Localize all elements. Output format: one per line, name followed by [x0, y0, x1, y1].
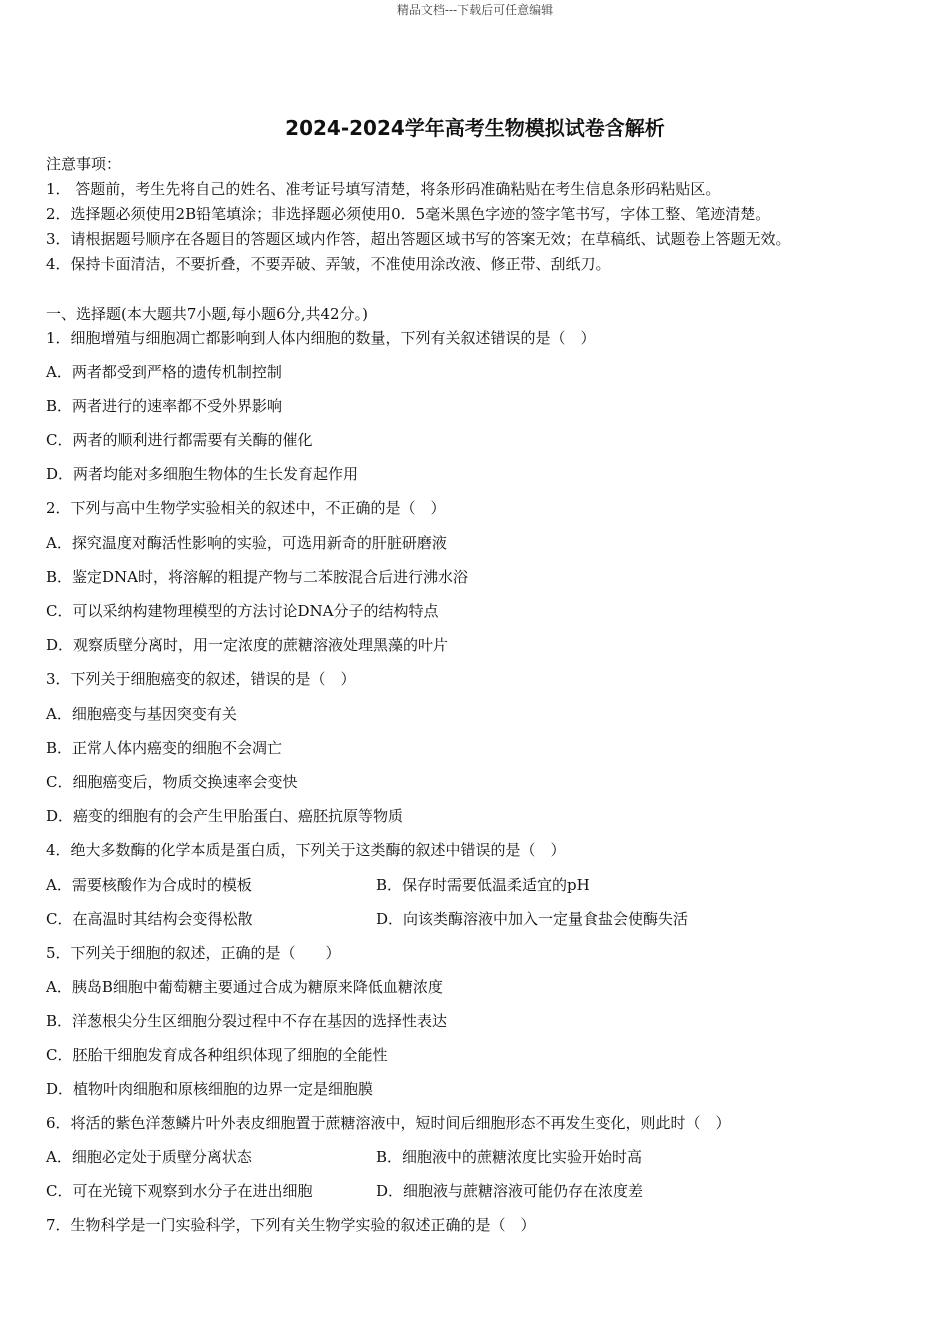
question-3-option-d: D．癌变的细胞有的会产生甲胎蛋白、癌胚抗原等物质	[46, 807, 404, 825]
question-4-stem: 4．绝大多数酶的化学本质是蛋白质，下列关于这类酶的叙述中错误的是（ ）	[46, 841, 566, 859]
question-2-option-c: C．可以采纳构建物理模型的方法讨论DNA分子的结构特点	[46, 602, 439, 620]
page-title: 2024-2024学年高考生物模拟试卷含解析	[285, 116, 665, 140]
question-1-stem: 1．细胞增殖与细胞凋亡都影响到人体内细胞的数量，下列有关叙述错误的是（ ）	[46, 329, 596, 347]
question-4-option-b: B．保存时需要低温柔适宜的pH	[376, 876, 590, 894]
question-5-option-c: C．胚胎干细胞发育成各种组织体现了细胞的全能性	[46, 1046, 388, 1064]
notice-item-4: 4．保持卡面清洁，不要折叠，不要弄破、弄皱，不准使用涂改液、修正带、刮纸刀。	[46, 255, 611, 273]
notice-heading: 注意事项：	[46, 155, 122, 173]
question-7-stem: 7．生物科学是一门实验科学，下列有关生物学实验的叙述正确的是（ ）	[46, 1216, 536, 1234]
question-4-option-d: D．向该类酶溶液中加入一定量食盐会使酶失活	[376, 910, 689, 928]
question-1-option-b: B．两者进行的速率都不受外界影响	[46, 397, 283, 415]
question-2-stem: 2．下列与高中生物学实验相关的叙述中，不正确的是（ ）	[46, 499, 446, 517]
question-3-option-c: C．细胞癌变后，物质交换速率会变快	[46, 773, 298, 791]
question-5-option-d: D．植物叶肉细胞和原核细胞的边界一定是细胞膜	[46, 1080, 374, 1098]
question-6-option-a: A．细胞必定处于质壁分离状态	[46, 1148, 252, 1166]
question-2-option-a: A．探究温度对酶活性影响的实验，可选用新奇的肝脏研磨液	[46, 534, 447, 552]
section-heading: 一、选择题(本大题共7小题,每小题6分,共42分。)	[46, 305, 368, 323]
question-4-option-a: A．需要核酸作为合成时的模板	[46, 876, 252, 894]
question-1-option-c: C．两者的顺利进行都需要有关酶的催化	[46, 431, 313, 449]
notice-item-2: 2．选择题必须使用2B铅笔填涂；非选择题必须使用0．5毫米黑色字迹的签字笔书写，字体工整、笔迹清楚。	[46, 205, 771, 223]
question-2-option-d: D．观察质壁分离时，用一定浓度的蔗糖溶液处理黑藻的叶片	[46, 636, 449, 654]
question-2-option-b: B．鉴定DNA时，将溶解的粗提产物与二苯胺混合后进行沸水浴	[46, 568, 469, 586]
question-3-option-b: B．正常人体内癌变的细胞不会凋亡	[46, 739, 283, 757]
question-6-option-c: C．可在光镜下观察到水分子在进出细胞	[46, 1182, 313, 1200]
question-6-option-d: D．细胞液与蔗糖溶液可能仍存在浓度差	[376, 1182, 644, 1200]
question-5-option-b: B．洋葱根尖分生区细胞分裂过程中不存在基因的选择性表达	[46, 1012, 448, 1030]
question-4-option-c: C．在高温时其结构会变得松散	[46, 910, 253, 928]
question-5-option-a: A．胰岛B细胞中葡萄糖主要通过合成为糖原来降低血糖浓度	[46, 978, 443, 996]
question-6-option-b: B．细胞液中的蔗糖浓度比实验开始时高	[376, 1148, 643, 1166]
notice-item-3: 3．请根据题号顺序在各题目的答题区域内作答，超出答题区域书写的答案无效；在草稿纸、试题卷上答题无效。	[46, 230, 791, 248]
question-6-stem: 6．将活的紫色洋葱鳞片叶外表皮细胞置于蔗糖溶液中，短时间后细胞形态不再发生变化，则此时（ ）	[46, 1114, 731, 1132]
question-1-option-d: D．两者均能对多细胞生物体的生长发育起作用	[46, 465, 359, 483]
notice-item-1: 1． 答题前，考生先将自己的姓名、准考证号填写清楚，将条形码准确粘贴在考生信息条形码粘贴区。	[46, 180, 721, 198]
question-3-option-a: A．细胞癌变与基因突变有关	[46, 705, 237, 723]
page-header: 精品文档---下载后可任意编辑	[396, 3, 554, 17]
question-3-stem: 3．下列关于细胞癌变的叙述，错误的是（ ）	[46, 670, 356, 688]
question-5-stem: 5．下列关于细胞的叙述，正确的是（ ）	[46, 944, 341, 962]
question-1-option-a: A．两者都受到严格的遗传机制控制	[46, 363, 282, 381]
